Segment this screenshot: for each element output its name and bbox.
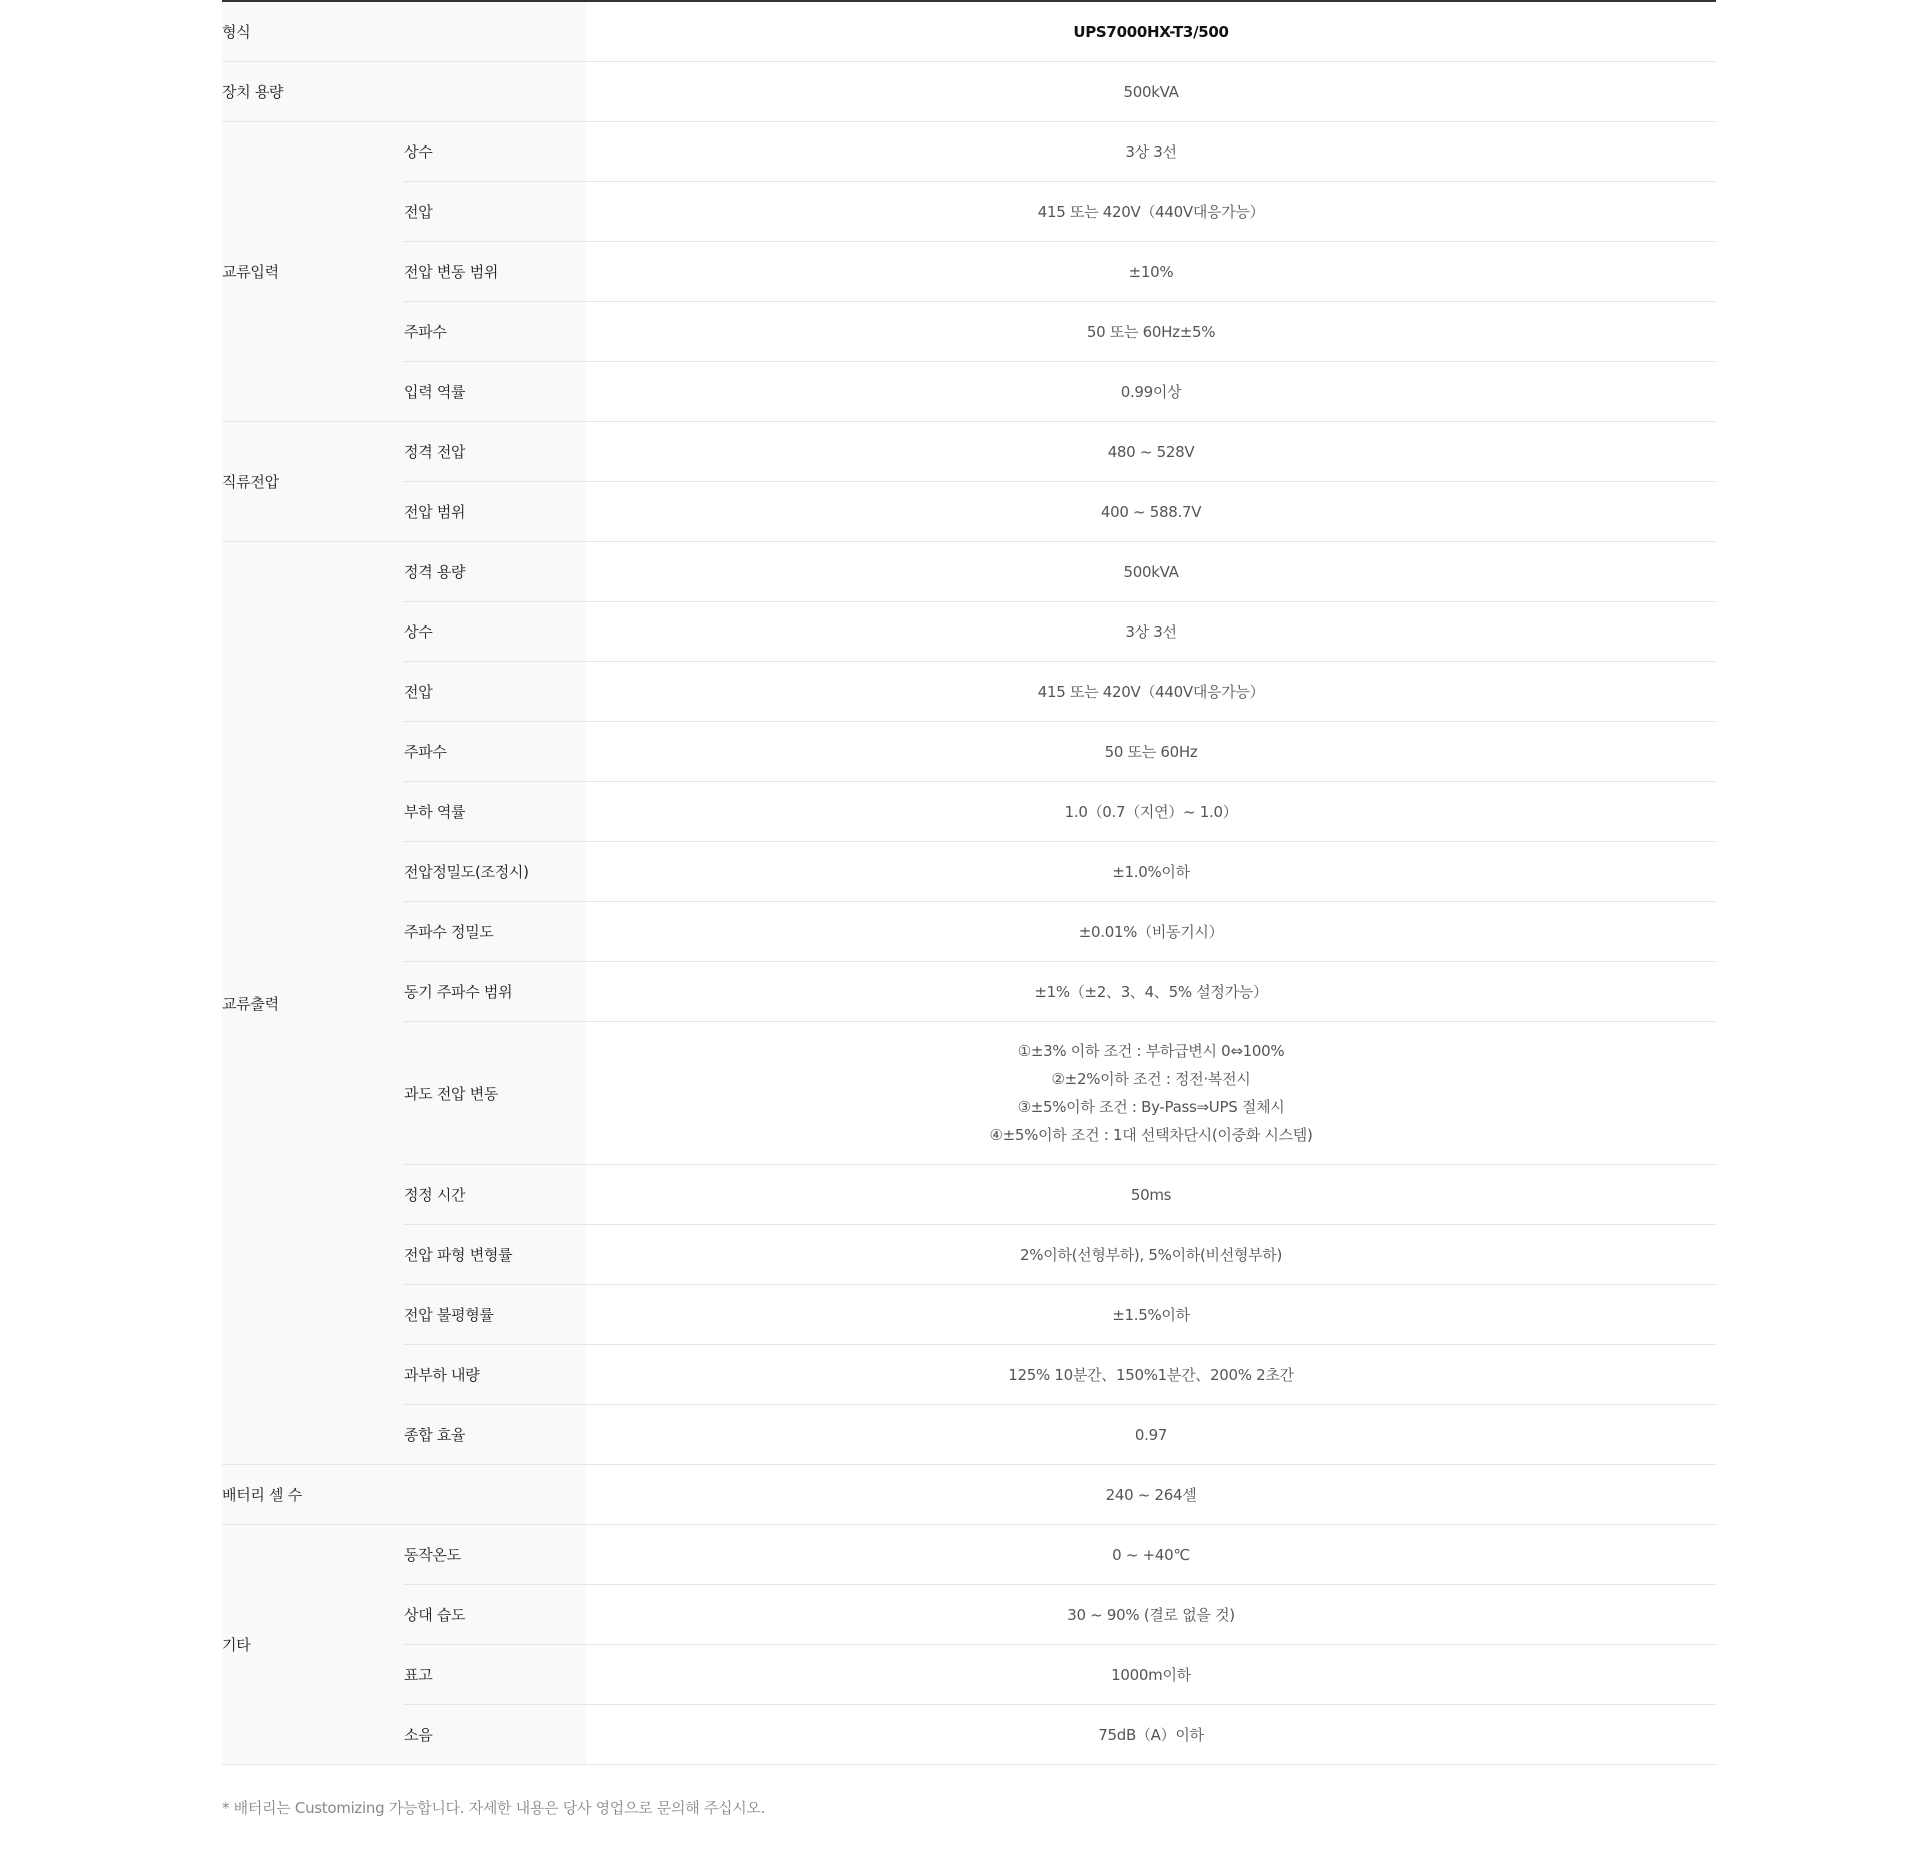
spec-row-model [222,1,1716,62]
spec-row [222,1645,1716,1705]
spec-value: 415 또는 420V（440V대응가능） [586,182,1716,242]
spec-table [222,0,1716,1765]
spec-sub-label: 입력 역률 [404,362,586,422]
spec-row-battery [222,1465,1716,1525]
spec-value: 500kVA [586,62,1716,122]
spec-value: 400 ~ 588.7V [586,482,1716,542]
spec-row [222,302,1716,362]
spec-sub-label: 전압 변동 범위 [404,242,586,302]
spec-sub-label: 정격 용량 [404,542,586,602]
spec-row [222,1165,1716,1225]
spec-sub-label: 소음 [404,1705,586,1765]
spec-row [222,842,1716,902]
spec-row [222,1285,1716,1345]
footnote: * 배터리는 Customizing 가능합니다. 자세한 내용은 당사 영업으로 문의해 주십시오. [222,1799,766,1817]
spec-row [222,482,1716,542]
spec-sub-label: 주파수 [404,722,586,782]
spec-row [222,1585,1716,1645]
spec-value: 0.99이상 [586,362,1716,422]
spec-sub-label: 표고 [404,1645,586,1705]
spec-sub-label: 전압 범위 [404,482,586,542]
spec-value: ±10% [586,242,1716,302]
spec-row-capacity [222,62,1716,122]
spec-group-ac-input: 교류입력 [222,122,404,422]
spec-sub-label: 부하 역률 [404,782,586,842]
spec-group-dc-voltage: 직류전압 [222,422,404,542]
spec-row [222,1525,1716,1585]
spec-row [222,602,1716,662]
spec-row [222,902,1716,962]
spec-row [222,182,1716,242]
spec-value: ±1.0%이하 [586,842,1716,902]
spec-label: 장치 용량 [222,62,586,122]
spec-value: 0.97 [586,1405,1716,1465]
spec-sub-label: 동작온도 [404,1525,586,1585]
spec-sub-label: 전압 불평형률 [404,1285,586,1345]
spec-value: ±1.5%이하 [586,1285,1716,1345]
spec-sub-label: 전압 [404,662,586,722]
spec-row [222,422,1716,482]
spec-table-wrapper [222,0,1716,1765]
spec-row [222,122,1716,182]
spec-value: 125% 10분간、150%1분간、200% 2초간 [586,1345,1716,1405]
spec-value: 50 또는 60Hz±5% [586,302,1716,362]
spec-row [222,542,1716,602]
spec-row [222,1225,1716,1285]
spec-label: 배터리 셀 수 [222,1465,586,1525]
transient-line: ④±5%이하 조건 : 1대 선택차단시(이중화 시스템) [989,1126,1313,1144]
spec-sub-label: 동기 주파수 범위 [404,962,586,1022]
transient-line: ①±3% 이하 조건 : 부하급변시 0⇔100% [1017,1042,1285,1060]
spec-sub-label: 주파수 [404,302,586,362]
spec-label: 형식 [222,1,586,62]
spec-value: 2%이하(선형부하), 5%이하(비선형부하) [586,1225,1716,1285]
spec-value: 240 ~ 264셀 [586,1465,1716,1525]
spec-sub-label: 전압정밀도(조정시) [404,842,586,902]
spec-row [222,662,1716,722]
spec-value: 480 ~ 528V [586,422,1716,482]
spec-value: 500kVA [586,542,1716,602]
spec-group-others: 기타 [222,1525,404,1765]
spec-group-ac-output: 교류출력 [222,542,404,1465]
spec-sub-label: 상대 습도 [404,1585,586,1645]
spec-value: ±1%（±2、3、4、5% 설정가능） [586,962,1716,1022]
transient-line: ②±2%이하 조건 : 정전·복전시 [1051,1070,1251,1088]
transient-line: ③±5%이하 조건 : By-Pass⇒UPS 절체시 [1017,1098,1285,1116]
spec-sub-label: 상수 [404,602,586,662]
spec-sub-label: 주파수 정밀도 [404,902,586,962]
spec-value: 1000m이하 [586,1645,1716,1705]
spec-sub-label: 전압 [404,182,586,242]
spec-row [222,1705,1716,1765]
spec-value: 1.0（0.7（지연）~ 1.0） [586,782,1716,842]
spec-value: 50ms [586,1165,1716,1225]
spec-value-multiline [586,1022,1716,1165]
spec-value: 75dB（A）이하 [586,1705,1716,1765]
spec-sub-label: 과부하 내량 [404,1345,586,1405]
spec-value: 50 또는 60Hz [586,722,1716,782]
spec-row [222,1345,1716,1405]
spec-value: 3상 3선 [586,122,1716,182]
spec-row [222,722,1716,782]
spec-row [222,1405,1716,1465]
spec-row [222,362,1716,422]
spec-row [222,962,1716,1022]
spec-value: 0 ~ +40℃ [586,1525,1716,1585]
spec-sub-label: 정격 전압 [404,422,586,482]
spec-sub-label: 종합 효율 [404,1405,586,1465]
spec-sub-label: 전압 파형 변형률 [404,1225,586,1285]
spec-row [222,242,1716,302]
spec-row [222,782,1716,842]
spec-row-transient [222,1022,1716,1165]
spec-sub-label: 정정 시간 [404,1165,586,1225]
spec-value: ±0.01%（비동기시） [586,902,1716,962]
spec-value: 415 또는 420V（440V대응가능） [586,662,1716,722]
spec-value: 30 ~ 90% (결로 없을 것) [586,1585,1716,1645]
spec-sub-label: 과도 전압 변동 [404,1022,586,1165]
spec-value: UPS7000HX-T3/500 [586,1,1716,62]
spec-value: 3상 3선 [586,602,1716,662]
spec-sub-label: 상수 [404,122,586,182]
